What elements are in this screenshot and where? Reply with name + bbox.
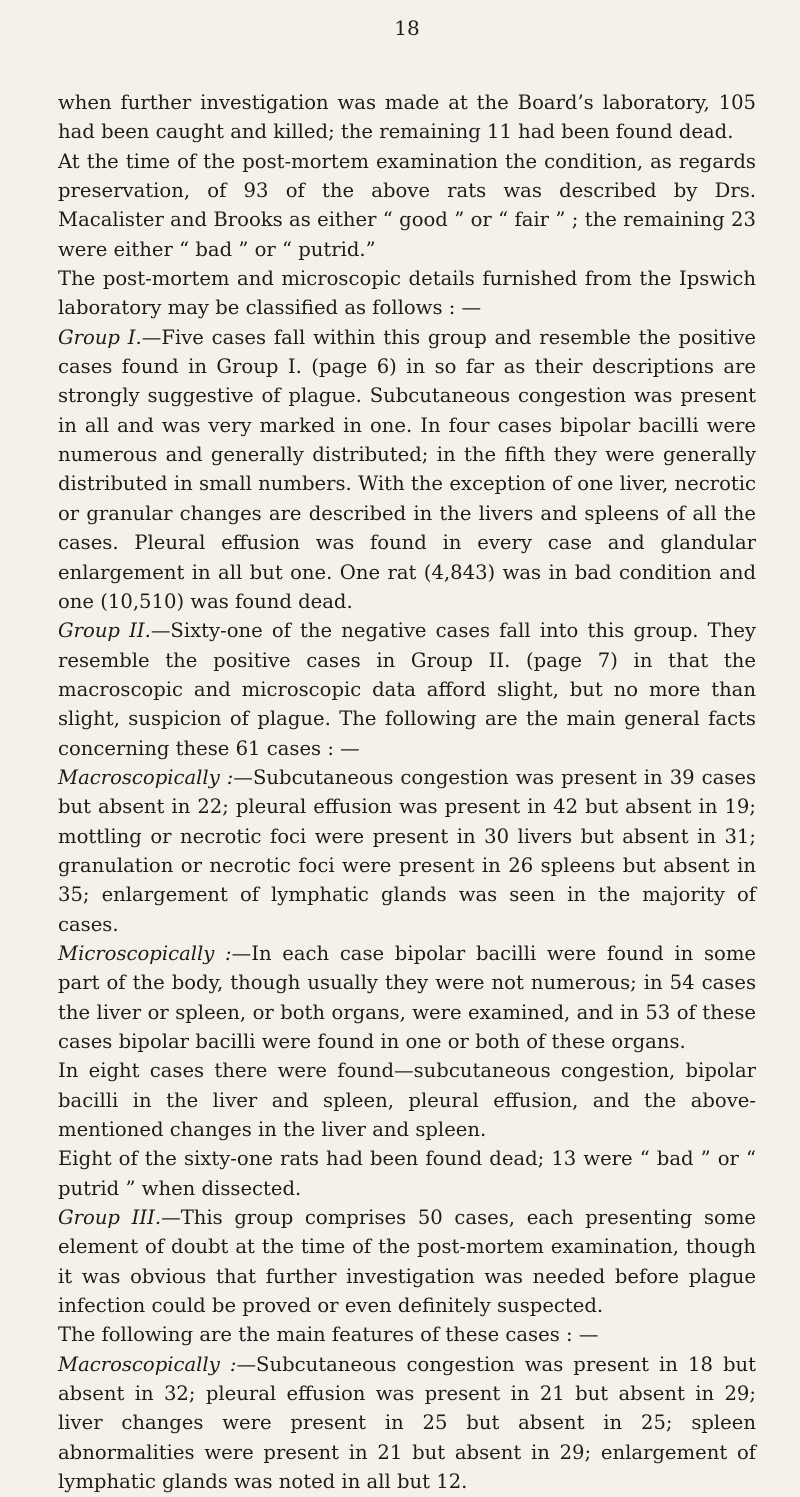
group-2-heading: Group II. [58,619,151,643]
paragraph-group-2 [58,616,756,763]
paragraph-group-2-microscopic [58,939,756,1056]
paragraph-text: Eight of the sixty-one rats had been found dead; 13 were “ bad ” or “ putrid ” when dissected. [58,1147,756,1200]
paragraph-group-1 [58,323,756,616]
macroscopic-heading: Macroscopically : [58,1352,237,1376]
paragraph-text: At the time of the post-mortem examination the condition, as regards preservation, of 93 of the above rats was described by Drs. Macalister and Brooks as either “ good ” or “ fair ” ; the remaining 23 were either “ bad ” or “ putrid.” [58,149,756,261]
page-number: 18 [394,16,420,40]
paragraph-text: —Subcutaneous congestion was present in 39 cases but absent in 22; pleural effusion was present in 42 but absent in 19; mottling or necrotic foci were present in 30 livers but absent in 31; granulation or necrotic foci were present in 26 spleens but absent in 35; enlargement of lymphatic glands was seen in the majority of cases. [58,765,757,936]
group-1-heading: Group I. [58,325,142,349]
paragraph-dead-rats [58,1144,756,1203]
microscopic-heading: Microscopically : [58,941,232,965]
paragraph-text: The following are the main features of these cases : — [58,1323,599,1347]
macroscopic-heading: Macroscopically : [58,765,234,789]
paragraph-eight-cases [58,1056,756,1144]
paragraph-classification [58,264,756,323]
paragraph-text: —In each case bipolar bacilli were found in some part of the body, though usually they were not numerous; in 54 cases the liver or spleen, or both organs, were examined, and in 53 of these cases bipolar bacilli were found in one or both of these organs. [58,941,756,1053]
paragraph-text: —Subcutaneous congestion was present in 18 but absent in 32; pleural effusion was present in 21 but absent in 29; liver changes were present in 25 but absent in 25; spleen abnormalities were present in 21 but absent in 29; enlargement of lymphatic glands was noted in all but 12. [58,1352,757,1494]
paragraph-text: —This group comprises 50 cases, each presenting some element of doubt at the time of the post-mortem examination, though it was obvious that further investigation was needed before plague infection could be proved or even definitely suspected. [58,1206,757,1318]
paragraph-group-3-macroscopic [58,1350,756,1497]
paragraph-text: In eight cases there were found—subcutaneous congestion, bipolar bacilli in the liver and spleen, pleural effusion, and the above-mentioned changes in the liver and spleen. [58,1059,756,1142]
paragraph-text: —Sixty-one of the negative cases fall into this group. They resemble the positive cases in Group II. (page 7) in that the macroscopic and microscopic data afford slight, but no more than slight, suspicion of plague. The following are the main general facts concerning these 61 cases : — [58,619,756,760]
paragraph-text: —Five cases fall within this group and resemble the positive cases found in Group I. (page 6) in so far as their descriptions are strongly suggestive of plague. Subcutaneous congestion was present in all and was very marked in one. In four cases bipolar bacilli were numerous and generally distributed; in the fifth they were generally distributed in small numbers. With the exception of one liver, necrotic or granular changes are described in the livers and spleens of all the cases. Pleural effusion was found in every case and glandular enlargement in all but one. One rat (4,843) was in bad condition and one (10,510) was found dead. [58,325,756,613]
paragraph-group-3 [58,1203,756,1320]
paragraph-preservation [58,147,756,264]
paragraph-features-intro [58,1320,756,1349]
paragraph-group-2-macroscopic [58,763,756,939]
body-text [58,88,756,1497]
group-3-heading: Group III. [58,1206,162,1230]
paragraph-text: when further investigation was made at the Board’s laboratory, 105 had been caught and killed; the remaining 11 had been found dead. [58,91,756,144]
paragraph-text: The post-mortem and microscopic details furnished from the Ipswich laboratory may be classified as follows : — [58,267,756,320]
paragraph-continuation [58,88,756,147]
